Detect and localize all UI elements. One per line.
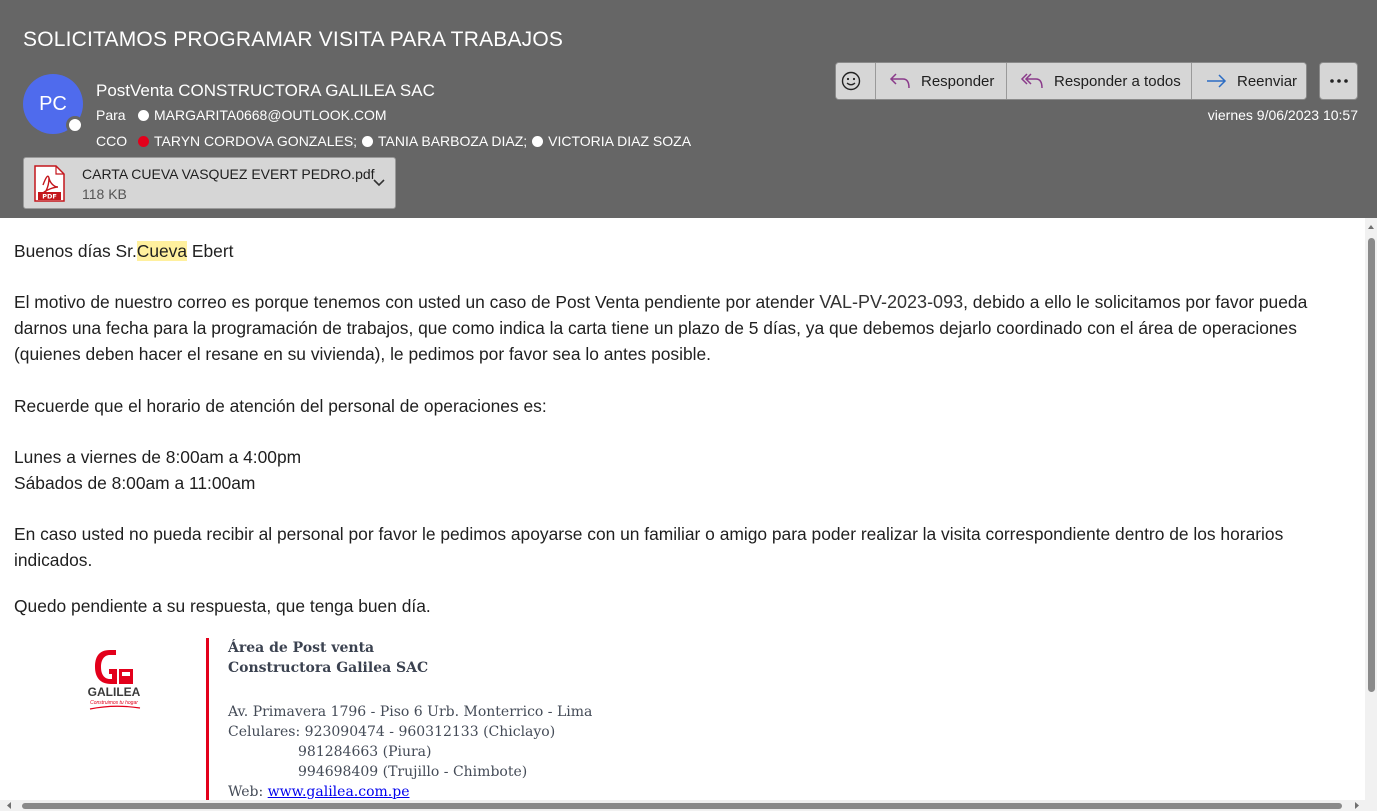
schedule-saturday: Sábados de 8:00am a 11:00am [14, 473, 256, 493]
reply-button[interactable] [876, 63, 1007, 99]
reply-icon [889, 72, 911, 90]
signature-web [228, 784, 409, 800]
attachment-size: 118 KB [82, 186, 127, 202]
closing-line: Quedo pendiente a su respuesta, que tenga buen día. [14, 596, 431, 616]
signature-phones [228, 724, 555, 740]
recipient-cco[interactable] [532, 133, 691, 149]
scrollbar-thumb[interactable] [1368, 238, 1375, 692]
vertical-scrollbar[interactable] [1365, 218, 1377, 802]
phone-number: 923090474 - 960312133 (Chiclayo) [304, 724, 556, 740]
recipient-to[interactable] [138, 107, 387, 123]
received-date: viernes 9/06/2023 10:57 [1207, 107, 1358, 123]
scroll-left-icon[interactable] [4, 800, 14, 811]
logo-text: GALILEA [87, 685, 141, 699]
search-highlight: Cueva [136, 241, 188, 261]
paragraph-familiar: En caso usted no pueda recibir al personal por favor le pedimos apoyarse con un familiar o amigo para poder realizar la visita correspondiente dentro de los horarios indicados. [14, 524, 1284, 570]
sender-name[interactable]: PostVenta CONSTRUCTORA GALILEA SAC [96, 81, 435, 100]
scroll-up-icon[interactable] [1365, 222, 1377, 232]
more-icon [1329, 78, 1349, 84]
greeting-text: Ebert [187, 241, 234, 261]
smiley-icon [841, 71, 861, 91]
signature-address: Av. Primavera 1796 - Piso 6 Urb. Monterrico - Lima [228, 704, 593, 720]
phones-label: Celulares: [228, 724, 305, 740]
message-body [0, 218, 1365, 802]
reply-all-icon [1020, 72, 1044, 90]
recipient-name: TARYN CORDOVA GONZALES [154, 133, 354, 149]
more-actions-button[interactable] [1319, 62, 1358, 100]
paragraph-text: El motivo de nuestro correo es porque tenemos con usted un caso de Post Venta pendiente por atender [14, 292, 820, 312]
message-actions-toolbar [835, 62, 1307, 100]
forward-label: Reenviar [1237, 72, 1298, 90]
scrollbar-thumb[interactable] [22, 803, 1342, 809]
phone-number: 994698409 (Trujillo - Chimbote) [298, 764, 528, 780]
presence-offline-icon [138, 110, 149, 121]
paragraph-horario: Recuerde que el horario de atención del personal de operaciones es: [14, 396, 547, 416]
reply-all-label: Responder a todos [1054, 72, 1181, 90]
presence-busy-icon [138, 136, 149, 147]
signature-company: Constructora Galilea SAC [228, 660, 429, 676]
recipient-cco[interactable] [138, 133, 362, 149]
cco-row [96, 133, 691, 149]
presence-status-icon [66, 116, 84, 134]
recipient-cco[interactable] [362, 133, 532, 149]
greeting [14, 238, 1359, 264]
case-reference: VAL-PV-2023-093 [819, 292, 964, 312]
cco-label: CCO [96, 133, 128, 149]
scroll-right-icon[interactable] [1352, 800, 1362, 811]
website-link[interactable]: www.galilea.com.pe [267, 784, 410, 800]
to-row [96, 107, 387, 123]
recipient-separator: ; [353, 133, 358, 149]
pdf-icon-label: PDF [42, 192, 57, 201]
presence-offline-icon [532, 136, 543, 147]
avatar-initials: PC [39, 92, 67, 115]
forward-button[interactable] [1192, 63, 1306, 99]
to-label: Para [96, 107, 126, 123]
chevron-down-icon[interactable] [372, 175, 386, 189]
recipient-separator: ; [523, 133, 528, 149]
reply-all-button[interactable] [1007, 63, 1192, 99]
presence-offline-icon [362, 136, 373, 147]
phone-number: 981284663 (Piura) [298, 744, 432, 760]
reaction-button[interactable] [836, 63, 876, 99]
message-header [0, 0, 1377, 218]
email-subject: SOLICITAMOS PROGRAMAR VISITA PARA TRABAJOS [23, 28, 564, 51]
horizontal-scrollbar[interactable] [0, 800, 1377, 811]
attachment-card[interactable] [23, 157, 396, 209]
recipient-name: MARGARITA0668@OUTLOOK.COM [154, 107, 387, 123]
greeting-text: Buenos días Sr. [14, 241, 137, 261]
web-label: Web: [228, 784, 268, 800]
paragraph-text: , debido a ello le solicitamos por favor pueda darnos una fecha para la programación de trabajos, que como indica la carta tiene un plazo de 5 días, ya que debemos dejarlo coordinado con el área de operaciones (quienes deben hacer el resane en su vivienda), le pedimos por favor sea lo antes posible. [14, 292, 1308, 364]
forward-icon [1205, 72, 1227, 90]
recipient-name: TANIA BARBOZA DIAZ [378, 133, 524, 149]
galilea-logo [86, 646, 146, 716]
signature-dept: Área de Post venta [228, 640, 375, 656]
reply-label: Responder [921, 72, 995, 90]
paragraph-motivo [14, 289, 1359, 367]
signature-divider [206, 638, 209, 802]
logo-tagline: Construimos tu hogar [90, 700, 138, 706]
pdf-file-icon [34, 165, 65, 202]
attachment-name: CARTA CUEVA VASQUEZ EVERT PEDRO.pdf [82, 166, 375, 182]
schedule-weekdays: Lunes a viernes de 8:00am a 4:00pm [14, 447, 302, 467]
recipient-name: VICTORIA DIAZ SOZA [548, 133, 692, 149]
